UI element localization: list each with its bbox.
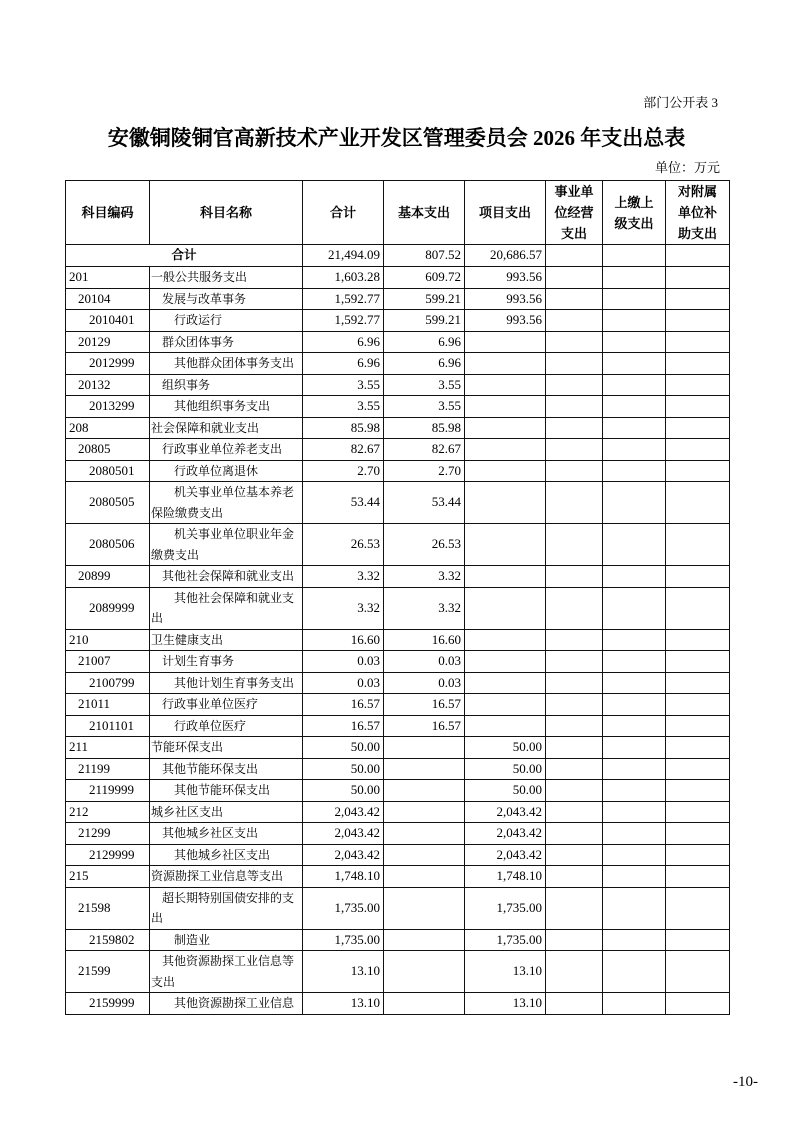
subject-name-cell: 行政事业单位养老支出 — [150, 439, 303, 461]
subsidy-expense-cell — [666, 288, 730, 310]
table-row — [66, 887, 730, 929]
basic-expense-cell: 599.21 — [384, 288, 465, 310]
business-expense-cell — [546, 353, 603, 375]
project-expense-cell — [465, 524, 546, 566]
project-expense-cell: 13.10 — [465, 951, 546, 993]
project-expense-cell — [465, 587, 546, 629]
remit-expense-cell — [603, 267, 666, 289]
project-expense-cell — [465, 417, 546, 439]
remit-expense-cell — [603, 993, 666, 1015]
subject-name-cell: 一般公共服务支出 — [150, 267, 303, 289]
header-subject-name: 科目名称 — [150, 181, 303, 245]
subsidy-expense-cell — [666, 993, 730, 1015]
header-subject-code: 科目编码 — [66, 181, 150, 245]
page-number: -10- — [733, 1074, 758, 1090]
subsidy-expense-cell — [666, 310, 730, 332]
subsidy-expense-cell — [666, 866, 730, 888]
project-expense-cell — [465, 331, 546, 353]
business-expense-cell — [546, 331, 603, 353]
remit-expense-cell — [603, 951, 666, 993]
remit-expense-cell — [603, 587, 666, 629]
table-row — [66, 482, 730, 524]
table-row — [66, 374, 730, 396]
table-row — [66, 758, 730, 780]
basic-expense-cell — [384, 844, 465, 866]
basic-expense-cell — [384, 866, 465, 888]
business-expense-cell — [546, 737, 603, 759]
subsidy-expense-cell — [666, 524, 730, 566]
business-expense-cell — [546, 629, 603, 651]
total-cell: 82.67 — [303, 439, 384, 461]
total-cell: 3.32 — [303, 566, 384, 588]
project-expense-cell — [465, 715, 546, 737]
remit-expense-cell — [603, 780, 666, 802]
business-expense-cell — [546, 587, 603, 629]
total-cell: 1,735.00 — [303, 887, 384, 929]
total-cell: 16.60 — [303, 629, 384, 651]
subsidy-expense-cell — [666, 396, 730, 418]
total-cell: 1,735.00 — [303, 929, 384, 951]
subject-code-cell: 2080505 — [66, 482, 150, 524]
subject-name-cell: 制造业 — [150, 929, 303, 951]
subject-code-cell: 2101101 — [66, 715, 150, 737]
subject-code-cell: 21299 — [66, 823, 150, 845]
total-cell: 2.70 — [303, 460, 384, 482]
basic-expense-cell: 599.21 — [384, 310, 465, 332]
subject-name-cell: 其他城乡社区支出 — [150, 844, 303, 866]
subsidy-expense-cell — [666, 587, 730, 629]
subsidy-expense-cell — [666, 482, 730, 524]
table-row — [66, 993, 730, 1015]
subject-name-cell: 其他社会保障和就业支出 — [150, 587, 303, 629]
subsidy-expense-cell — [666, 951, 730, 993]
subject-name-cell: 资源勘探工业信息等支出 — [150, 866, 303, 888]
basic-expense-cell — [384, 823, 465, 845]
subject-code-cell: 2100799 — [66, 672, 150, 694]
basic-expense-cell — [384, 929, 465, 951]
subject-code-cell: 201 — [66, 267, 150, 289]
subsidy-expense-cell — [666, 887, 730, 929]
basic-expense-cell — [384, 737, 465, 759]
table-row — [66, 694, 730, 716]
business-expense-cell — [546, 524, 603, 566]
table-row — [66, 439, 730, 461]
business-expense-cell — [546, 288, 603, 310]
project-expense-cell: 993.56 — [465, 288, 546, 310]
project-expense-cell — [465, 482, 546, 524]
subject-code-cell: 20899 — [66, 566, 150, 588]
table-row — [66, 396, 730, 418]
remit-expense-cell — [603, 629, 666, 651]
total-cell: 21,494.09 — [303, 245, 384, 267]
subject-name-cell: 机关事业单位基本养老保险缴费支出 — [150, 482, 303, 524]
subsidy-expense-cell — [666, 694, 730, 716]
project-expense-cell: 1,735.00 — [465, 929, 546, 951]
remit-expense-cell — [603, 929, 666, 951]
total-cell: 2,043.42 — [303, 801, 384, 823]
business-expense-cell — [546, 780, 603, 802]
remit-expense-cell — [603, 396, 666, 418]
project-expense-cell: 50.00 — [465, 737, 546, 759]
total-cell: 1,748.10 — [303, 866, 384, 888]
subject-name-cell: 计划生育事务 — [150, 651, 303, 673]
table-row — [66, 566, 730, 588]
total-cell: 16.57 — [303, 694, 384, 716]
project-expense-cell — [465, 651, 546, 673]
project-expense-cell — [465, 439, 546, 461]
total-row — [66, 245, 730, 267]
subsidy-expense-cell — [666, 651, 730, 673]
remit-expense-cell — [603, 374, 666, 396]
subject-code-cell: 2119999 — [66, 780, 150, 802]
table-header — [66, 181, 730, 245]
table-row — [66, 353, 730, 375]
total-cell: 16.57 — [303, 715, 384, 737]
basic-expense-cell: 3.55 — [384, 374, 465, 396]
project-expense-cell — [465, 694, 546, 716]
remit-expense-cell — [603, 439, 666, 461]
remit-expense-cell — [603, 694, 666, 716]
header-business-expense-label: 事业单位经营支出 — [554, 184, 594, 241]
business-expense-cell — [546, 951, 603, 993]
project-expense-cell — [465, 460, 546, 482]
table-row — [66, 737, 730, 759]
table-row — [66, 267, 730, 289]
subject-name-cell: 节能环保支出 — [150, 737, 303, 759]
project-expense-cell: 993.56 — [465, 267, 546, 289]
basic-expense-cell: 16.57 — [384, 694, 465, 716]
total-cell: 50.00 — [303, 737, 384, 759]
basic-expense-cell: 6.96 — [384, 353, 465, 375]
subject-code-cell: 21007 — [66, 651, 150, 673]
total-cell: 1,603.28 — [303, 267, 384, 289]
subsidy-expense-cell — [666, 417, 730, 439]
subject-name-cell: 社会保障和就业支出 — [150, 417, 303, 439]
subject-code-cell: 2129999 — [66, 844, 150, 866]
basic-expense-cell — [384, 758, 465, 780]
table-row — [66, 417, 730, 439]
remit-expense-cell — [603, 758, 666, 780]
business-expense-cell — [546, 672, 603, 694]
remit-expense-cell — [603, 417, 666, 439]
project-expense-cell: 50.00 — [465, 758, 546, 780]
subject-code-cell: 2080506 — [66, 524, 150, 566]
business-expense-cell — [546, 439, 603, 461]
total-cell: 50.00 — [303, 780, 384, 802]
table-row — [66, 801, 730, 823]
basic-expense-cell: 26.53 — [384, 524, 465, 566]
total-cell: 6.96 — [303, 331, 384, 353]
subject-name-cell: 其他城乡社区支出 — [150, 823, 303, 845]
subject-code-cell: 2013299 — [66, 396, 150, 418]
header-subsidy-expense — [666, 181, 730, 245]
project-expense-cell: 2,043.42 — [465, 823, 546, 845]
subsidy-expense-cell — [666, 823, 730, 845]
remit-expense-cell — [603, 887, 666, 929]
table-row — [66, 587, 730, 629]
remit-expense-cell — [603, 866, 666, 888]
subject-code-cell: 21599 — [66, 951, 150, 993]
business-expense-cell — [546, 374, 603, 396]
subject-code-cell: 2159802 — [66, 929, 150, 951]
basic-expense-cell: 807.52 — [384, 245, 465, 267]
total-cell: 1,592.77 — [303, 310, 384, 332]
subject-code-cell: 2089999 — [66, 587, 150, 629]
project-expense-cell: 50.00 — [465, 780, 546, 802]
subsidy-expense-cell — [666, 374, 730, 396]
remit-expense-cell — [603, 844, 666, 866]
header-subsidy-expense-label: 对附属单位补助支出 — [677, 184, 717, 241]
subject-name-cell: 城乡社区支出 — [150, 801, 303, 823]
basic-expense-cell: 82.67 — [384, 439, 465, 461]
table-row — [66, 310, 730, 332]
business-expense-cell — [546, 267, 603, 289]
remit-expense-cell — [603, 310, 666, 332]
remit-expense-cell — [603, 460, 666, 482]
table-row — [66, 629, 730, 651]
total-cell: 3.55 — [303, 396, 384, 418]
subsidy-expense-cell — [666, 929, 730, 951]
header-remit-expense-label: 上缴上级支出 — [614, 194, 654, 231]
table-row — [66, 524, 730, 566]
subsidy-expense-cell — [666, 737, 730, 759]
business-expense-cell — [546, 844, 603, 866]
table-body — [66, 245, 730, 1015]
total-cell: 26.53 — [303, 524, 384, 566]
total-cell: 0.03 — [303, 672, 384, 694]
project-expense-cell — [465, 629, 546, 651]
subsidy-expense-cell — [666, 844, 730, 866]
project-expense-cell: 13.10 — [465, 993, 546, 1015]
business-expense-cell — [546, 651, 603, 673]
table-row — [66, 288, 730, 310]
subject-code-cell: 2159999 — [66, 993, 150, 1015]
basic-expense-cell: 0.03 — [384, 651, 465, 673]
subject-code-cell: 20805 — [66, 439, 150, 461]
subject-name-cell: 其他社会保障和就业支出 — [150, 566, 303, 588]
subject-code-cell: 21598 — [66, 887, 150, 929]
remit-expense-cell — [603, 801, 666, 823]
subject-code-cell: 21199 — [66, 758, 150, 780]
table-row — [66, 715, 730, 737]
subsidy-expense-cell — [666, 439, 730, 461]
business-expense-cell — [546, 929, 603, 951]
project-expense-cell: 1,735.00 — [465, 887, 546, 929]
table-row — [66, 823, 730, 845]
total-cell: 3.55 — [303, 374, 384, 396]
project-expense-cell — [465, 353, 546, 375]
table-row — [66, 951, 730, 993]
remit-expense-cell — [603, 245, 666, 267]
subject-code-cell: 210 — [66, 629, 150, 651]
header-business-expense — [546, 181, 603, 245]
business-expense-cell — [546, 694, 603, 716]
subject-code-cell: 20104 — [66, 288, 150, 310]
table-row — [66, 866, 730, 888]
total-cell: 1,592.77 — [303, 288, 384, 310]
business-expense-cell — [546, 310, 603, 332]
subject-name-cell: 其他资源勘探工业信息等支出 — [150, 951, 303, 993]
subject-name-cell: 超长期特别国债安排的支出 — [150, 887, 303, 929]
subject-code-cell: 212 — [66, 801, 150, 823]
form-label: 部门公开表 3 — [643, 95, 718, 110]
business-expense-cell — [546, 460, 603, 482]
subsidy-expense-cell — [666, 460, 730, 482]
business-expense-cell — [546, 823, 603, 845]
total-cell: 0.03 — [303, 651, 384, 673]
subsidy-expense-cell — [666, 780, 730, 802]
total-cell: 13.10 — [303, 993, 384, 1015]
project-expense-cell — [465, 672, 546, 694]
table-row — [66, 331, 730, 353]
remit-expense-cell — [603, 288, 666, 310]
basic-expense-cell: 3.32 — [384, 566, 465, 588]
subsidy-expense-cell — [666, 331, 730, 353]
subsidy-expense-cell — [666, 672, 730, 694]
table-row — [66, 780, 730, 802]
total-cell: 3.32 — [303, 587, 384, 629]
table-row — [66, 651, 730, 673]
table-row — [66, 929, 730, 951]
subsidy-expense-cell — [666, 715, 730, 737]
subject-name-cell: 其他节能环保支出 — [150, 780, 303, 802]
header-project-expense: 项目支出 — [465, 181, 546, 245]
basic-expense-cell: 6.96 — [384, 331, 465, 353]
basic-expense-cell — [384, 780, 465, 802]
total-label: 合计 — [66, 245, 303, 267]
header-row — [66, 181, 730, 245]
table-row — [66, 844, 730, 866]
remit-expense-cell — [603, 737, 666, 759]
subsidy-expense-cell — [666, 629, 730, 651]
subject-name-cell: 其他组织事务支出 — [150, 396, 303, 418]
subsidy-expense-cell — [666, 801, 730, 823]
subject-name-cell: 其他节能环保支出 — [150, 758, 303, 780]
subsidy-expense-cell — [666, 353, 730, 375]
basic-expense-cell: 85.98 — [384, 417, 465, 439]
remit-expense-cell — [603, 672, 666, 694]
basic-expense-cell: 2.70 — [384, 460, 465, 482]
subject-name-cell: 其他计划生育事务支出 — [150, 672, 303, 694]
total-cell: 13.10 — [303, 951, 384, 993]
business-expense-cell — [546, 887, 603, 929]
project-expense-cell — [465, 566, 546, 588]
basic-expense-cell — [384, 801, 465, 823]
basic-expense-cell: 3.55 — [384, 396, 465, 418]
unit-label: 单位：万元 — [654, 160, 720, 175]
subject-name-cell: 其他资源勘探工业信息 — [150, 993, 303, 1015]
page-title: 安徽铜陵铜官高新技术产业开发区管理委员会 2026 年支出总表 — [107, 126, 686, 150]
business-expense-cell — [546, 245, 603, 267]
subject-name-cell: 卫生健康支出 — [150, 629, 303, 651]
project-expense-cell: 20,686.57 — [465, 245, 546, 267]
subject-code-cell: 2012999 — [66, 353, 150, 375]
basic-expense-cell — [384, 887, 465, 929]
subject-name-cell: 其他群众团体事务支出 — [150, 353, 303, 375]
project-expense-cell: 2,043.42 — [465, 844, 546, 866]
business-expense-cell — [546, 566, 603, 588]
subject-code-cell: 211 — [66, 737, 150, 759]
business-expense-cell — [546, 417, 603, 439]
header-remit-expense — [603, 181, 666, 245]
project-expense-cell: 993.56 — [465, 310, 546, 332]
remit-expense-cell — [603, 353, 666, 375]
remit-expense-cell — [603, 331, 666, 353]
expense-summary-table — [65, 180, 730, 1015]
business-expense-cell — [546, 715, 603, 737]
project-expense-cell: 1,748.10 — [465, 866, 546, 888]
project-expense-cell — [465, 396, 546, 418]
total-cell: 6.96 — [303, 353, 384, 375]
subsidy-expense-cell — [666, 566, 730, 588]
remit-expense-cell — [603, 566, 666, 588]
basic-expense-cell: 3.32 — [384, 587, 465, 629]
business-expense-cell — [546, 758, 603, 780]
header-basic-expense: 基本支出 — [384, 181, 465, 245]
subject-code-cell: 215 — [66, 866, 150, 888]
project-expense-cell: 2,043.42 — [465, 801, 546, 823]
subject-name-cell: 行政运行 — [150, 310, 303, 332]
subject-name-cell: 行政事业单位医疗 — [150, 694, 303, 716]
subsidy-expense-cell — [666, 267, 730, 289]
subject-name-cell: 组织事务 — [150, 374, 303, 396]
total-cell: 85.98 — [303, 417, 384, 439]
subject-code-cell: 2080501 — [66, 460, 150, 482]
remit-expense-cell — [603, 524, 666, 566]
subsidy-expense-cell — [666, 758, 730, 780]
business-expense-cell — [546, 801, 603, 823]
subject-code-cell: 2010401 — [66, 310, 150, 332]
subject-code-cell: 20132 — [66, 374, 150, 396]
table-row — [66, 460, 730, 482]
basic-expense-cell: 609.72 — [384, 267, 465, 289]
subject-name-cell: 机关事业单位职业年金缴费支出 — [150, 524, 303, 566]
basic-expense-cell — [384, 951, 465, 993]
remit-expense-cell — [603, 651, 666, 673]
total-cell: 53.44 — [303, 482, 384, 524]
business-expense-cell — [546, 482, 603, 524]
subject-code-cell: 20129 — [66, 331, 150, 353]
business-expense-cell — [546, 866, 603, 888]
subject-code-cell: 208 — [66, 417, 150, 439]
business-expense-cell — [546, 993, 603, 1015]
basic-expense-cell: 53.44 — [384, 482, 465, 524]
table-row — [66, 672, 730, 694]
project-expense-cell — [465, 374, 546, 396]
subject-name-cell: 行政单位离退休 — [150, 460, 303, 482]
business-expense-cell — [546, 396, 603, 418]
basic-expense-cell: 16.60 — [384, 629, 465, 651]
total-cell: 2,043.42 — [303, 823, 384, 845]
subject-name-cell: 行政单位医疗 — [150, 715, 303, 737]
total-cell: 2,043.42 — [303, 844, 384, 866]
subject-name-cell: 发展与改革事务 — [150, 288, 303, 310]
basic-expense-cell — [384, 993, 465, 1015]
remit-expense-cell — [603, 715, 666, 737]
subject-name-cell: 群众团体事务 — [150, 331, 303, 353]
basic-expense-cell: 0.03 — [384, 672, 465, 694]
subject-code-cell: 21011 — [66, 694, 150, 716]
subsidy-expense-cell — [666, 245, 730, 267]
remit-expense-cell — [603, 482, 666, 524]
remit-expense-cell — [603, 823, 666, 845]
basic-expense-cell: 16.57 — [384, 715, 465, 737]
header-total: 合计 — [303, 181, 384, 245]
total-cell: 50.00 — [303, 758, 384, 780]
